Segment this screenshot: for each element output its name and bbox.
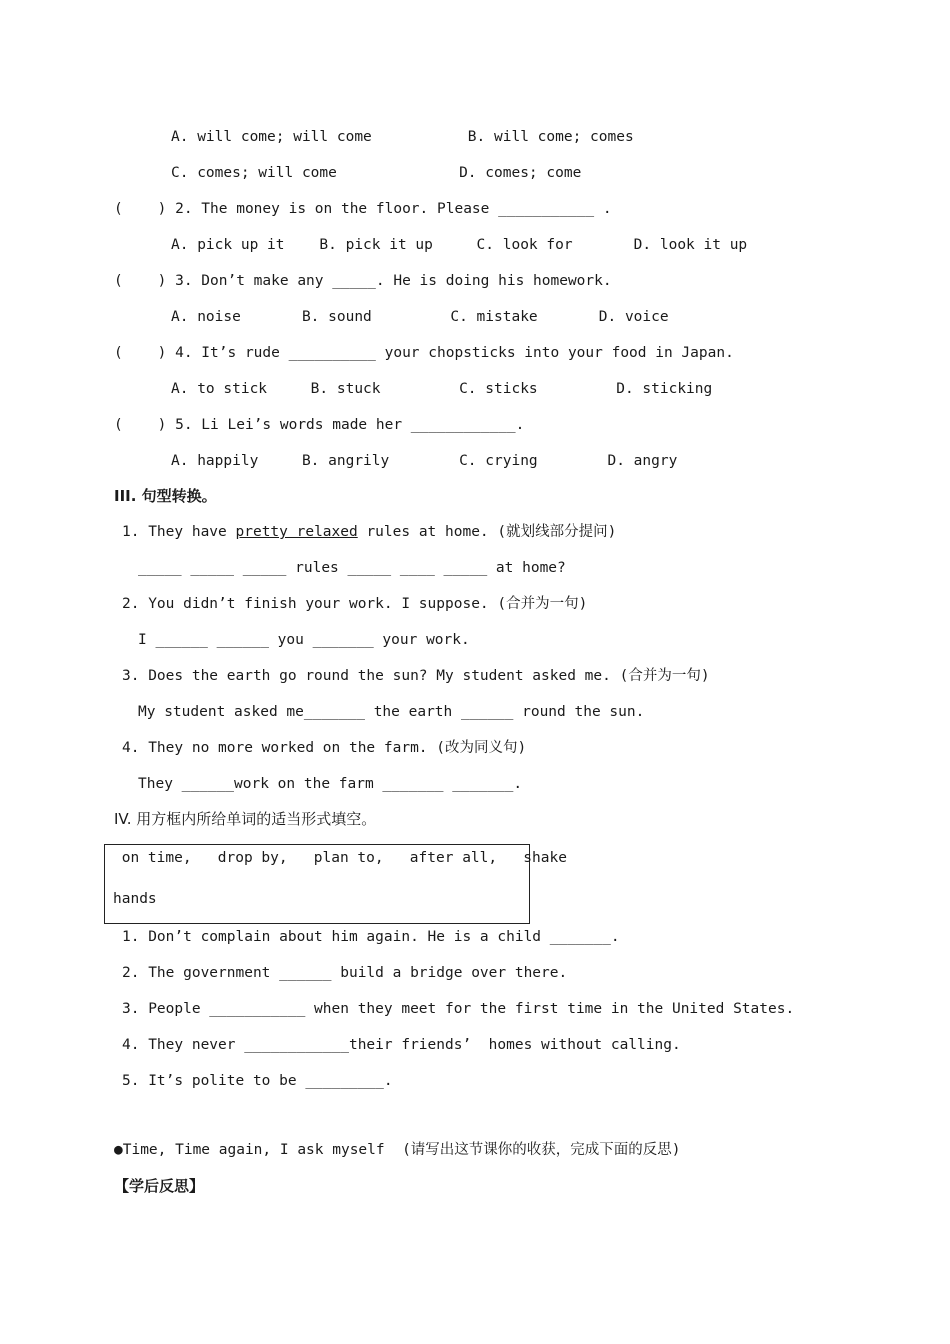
q1-options-ab: A. will come; will come B. will come; comes [171,129,634,145]
transform-1-blank: _____ _____ _____ rules _____ ____ _____ at home? [138,560,566,576]
q4-options: A. to stick B. stuck C. sticks D. sticking [171,381,713,397]
transform-1 [122,523,616,541]
section-4-heading: IV. 用方框内所给单词的适当形式填空。 [114,810,377,828]
reflection-heading: 【学后反思】 [114,1177,205,1195]
q1-options-cd: C. comes; will come D. comes; come [171,165,582,181]
transform-2-blank: I ______ ______ you _______ your work. [138,632,470,648]
section-3-heading: III. 句型转换。 [114,487,217,505]
word-box-line-2: hands [113,891,157,907]
question-3: ( ) 3. Don’t make any _____. He is doing his homework. [114,273,612,289]
underlined-phrase: pretty relaxed [235,524,358,540]
transform-3: 3. Does the earth go round the sun? My student asked me. (合并为一句) [122,668,710,684]
transform-1-suffix: rules at home. (就划线部分提问) [357,524,617,540]
fill-item-3: 3. People ___________ when they meet for the first time in the United States. [122,1001,795,1017]
fill-item-1: 1. Don’t complain about him again. He is a child _______. [122,929,620,945]
transform-2: 2. You didn’t finish your work. I suppose. (合并为一句) [122,596,588,612]
fill-item-4: 4. They never ____________their friends’ homes without calling. [122,1037,681,1053]
q5-options: A. happily B. angrily C. crying D. angry [171,453,678,469]
transform-1-prefix: 1. They have [122,524,236,540]
transform-4: 4. They no more worked on the farm. (改为同义句) [122,740,527,756]
q3-options: A. noise B. sound C. mistake D. voice [171,309,669,325]
question-4: ( ) 4. It’s rude __________ your chopsticks into your food in Japan. [114,345,734,361]
question-5: ( ) 5. Li Lei’s words made her ____________. [114,417,525,433]
transform-3-blank: My student asked me_______ the earth ______ round the sun. [138,704,645,720]
fill-item-5: 5. It’s polite to be _________. [122,1073,393,1089]
fill-item-2: 2. The government ______ build a bridge over there. [122,965,568,981]
question-2: ( ) 2. The money is on the floor. Please ___________ . [114,201,612,217]
transform-4-blank: They ______work on the farm _______ _______. [138,776,523,792]
reflection-prompt: ●Time, Time again, I ask myself (请写出这节课你的收获，完成下面的反思) [114,1142,681,1158]
word-box-line-1: on time, drop by, plan to, after all, shake [113,850,567,866]
q2-options: A. pick up it B. pick it up C. look for D. look it up [171,237,748,253]
